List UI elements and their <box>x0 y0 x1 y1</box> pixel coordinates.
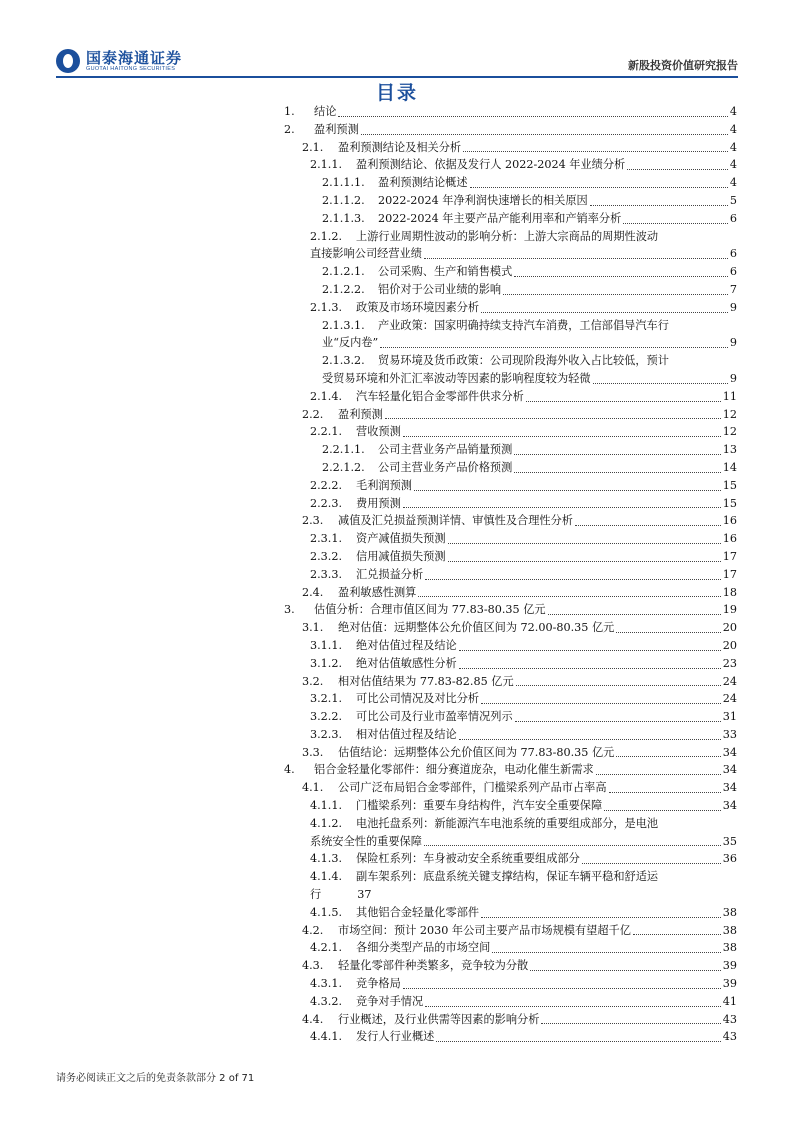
toc-leader-dots <box>514 472 720 473</box>
toc-entry-number: 3.2.2. <box>310 710 343 724</box>
toc-leader-dots <box>385 418 721 419</box>
toc-entry-text: 估值结论：远期整体公允价值区间为 77.83-80.35 亿元 <box>338 745 615 759</box>
toc-entry-number: 2.1.2.1. <box>322 265 365 279</box>
toc-entry[interactable] <box>284 797 737 815</box>
toc-entry-text: 绝对估值：远期整体公允价值区间为 72.00-80.35 亿元 <box>338 621 615 635</box>
toc-entry-number: 2.1.3.1. <box>322 318 365 332</box>
toc-entry-page: 20 <box>722 621 737 635</box>
toc-entry[interactable] <box>284 779 737 797</box>
toc-entry[interactable] <box>284 192 737 210</box>
toc-entry-text: 产业政策：国家明确持续支持汽车消费，工信部倡导汽车行 <box>378 318 669 332</box>
toc-leader-dots <box>459 668 721 669</box>
toc-entry-page: 41 <box>722 994 737 1008</box>
toc-entry-text: 盈利预测结论、依据及发行人 2022-2024 年业绩分析 <box>356 158 626 172</box>
toc-entry-text: 其他铝合金轻量化零部件 <box>356 905 480 919</box>
footer-disclaimer: 请务必阅读正文之后的免责条款部分 2 of 71 <box>56 1073 255 1084</box>
toc-entry-number: 2.2.3. <box>310 496 343 510</box>
toc-entry-page: 11 <box>722 389 737 403</box>
toc-entry[interactable] <box>284 993 737 1011</box>
toc-leader-dots <box>514 454 720 455</box>
toc-entry-number: 2.1.2. <box>310 229 343 243</box>
toc-entry-page: 6 <box>729 247 737 261</box>
toc-entry-number: 2.1.3.2. <box>322 354 365 368</box>
toc-leader-dots <box>481 917 721 918</box>
toc-entry-text: 竞争格局 <box>356 977 401 991</box>
toc-entry-page: 24 <box>722 692 737 706</box>
toc-entry[interactable] <box>284 228 737 264</box>
toc-leader-dots <box>403 507 721 508</box>
toc-entry-number: 4.1.4. <box>310 870 343 884</box>
toc-leader-dots <box>604 810 721 811</box>
toc-entry-number: 4.3.1. <box>310 977 343 991</box>
toc-leader-dots <box>596 774 721 775</box>
toc-leader-dots <box>616 632 720 633</box>
toc-entry-text: 资产减值损失预测 <box>356 532 446 546</box>
toc-entry-page: 23 <box>722 656 737 670</box>
toc-entry[interactable] <box>284 299 737 317</box>
toc-entry-page: 34 <box>722 781 737 795</box>
toc-entry-text: 盈利敏感性测算 <box>338 585 417 599</box>
toc-entry[interactable] <box>284 530 737 548</box>
toc-entry-text: 盈利预测结论及相关分析 <box>338 140 462 154</box>
toc-entry-page: 37 <box>357 888 372 902</box>
toc-leader-dots <box>590 205 728 206</box>
toc-entry-text-continued: 业“反内卷” <box>322 336 379 350</box>
toc-entry[interactable] <box>284 495 737 513</box>
toc-leader-dots <box>515 721 721 722</box>
toc-entry[interactable] <box>284 423 737 441</box>
toc-entry[interactable] <box>284 815 737 851</box>
toc-leader-dots <box>361 134 728 135</box>
toc-entry[interactable] <box>284 459 737 477</box>
toc-entry-text: 保险杠系列：车身被动安全系统重要组成部分 <box>356 852 580 866</box>
toc-entry-page: 38 <box>722 941 737 955</box>
toc-entry-number: 3.2.1. <box>310 692 343 706</box>
toc-title: 目录 <box>375 82 418 104</box>
toc-entry-text: 铝价对于公司业绩的影响 <box>378 282 502 296</box>
toc-entry[interactable] <box>284 904 737 922</box>
toc-entry-page: 24 <box>722 674 737 688</box>
toc-entry-number: 4.1.2. <box>310 816 343 830</box>
toc-entry[interactable] <box>284 548 737 566</box>
toc-leader-dots <box>514 276 728 277</box>
toc-entry[interactable] <box>284 655 737 673</box>
toc-entry-number: 2.2.1.1. <box>322 443 365 457</box>
toc-entry-text-continued: 系统安全性的重要保障 <box>310 834 422 848</box>
toc-entry-text: 轻量化零部件种类繁多，竞争较为分散 <box>338 959 529 973</box>
toc-leader-dots <box>492 952 720 953</box>
toc-leader-dots <box>338 116 727 117</box>
toc-entry[interactable] <box>284 512 737 530</box>
toc-entry-page: 9 <box>729 371 737 385</box>
toc-leader-dots <box>380 347 728 348</box>
logo-mark-icon <box>56 49 80 73</box>
toc-entry[interactable] <box>284 761 737 779</box>
toc-entry-text: 毛利润预测 <box>356 478 412 492</box>
toc-leader-dots <box>403 988 721 989</box>
toc-entry-number: 2.1.2.2. <box>322 282 365 296</box>
toc-entry[interactable] <box>284 708 737 726</box>
toc-leader-dots <box>459 739 721 740</box>
toc-entry-number: 4.4. <box>302 1012 324 1026</box>
toc-entry-text: 可比公司及行业市盈率情况列示 <box>356 710 513 724</box>
toc-leader-dots <box>530 970 721 971</box>
toc-entry[interactable] <box>284 174 737 192</box>
toc-entry-text-continued: 受贸易环境和外汇汇率波动等因素的影响程度较为轻微 <box>322 371 591 385</box>
toc-entry[interactable] <box>284 726 737 744</box>
logo-chinese-name: 国泰海通证券 <box>86 48 183 67</box>
toc-entry-number: 2.2.2. <box>310 478 343 492</box>
toc-entry-number: 4.1.1. <box>310 799 343 813</box>
toc-entry-page: 12 <box>722 425 737 439</box>
toc-entry[interactable] <box>284 637 737 655</box>
toc-leader-dots <box>481 312 728 313</box>
toc-entry-number: 2.1.3. <box>310 300 343 314</box>
toc-leader-dots <box>403 436 721 437</box>
toc-entry[interactable] <box>284 673 737 691</box>
toc-entry-text: 竞争对手情况 <box>356 994 424 1008</box>
toc-leader-dots <box>541 1023 720 1024</box>
toc-entry[interactable] <box>284 690 737 708</box>
toc-entry-text: 可比公司情况及对比分析 <box>356 692 480 706</box>
toc-entry-text-continued: 行 <box>310 888 322 902</box>
toc-entry[interactable] <box>284 103 737 121</box>
toc-entry-text: 盈利预测 <box>314 122 359 136</box>
toc-entry-text: 市场空间：预计 2030 年公司主要产品市场规模有望超千亿 <box>338 923 631 937</box>
toc-entry-number: 2.2.1. <box>310 425 343 439</box>
toc-entry-page: 20 <box>722 638 737 652</box>
toc-entry-number: 4.3.2. <box>310 994 343 1008</box>
toc-entry-text: 公司广泛布局铝合金零部件，门槛梁系列产品市占率高 <box>338 781 607 795</box>
toc-entry-number: 2.3.3. <box>310 567 343 581</box>
toc-entry-number: 3. <box>284 603 295 617</box>
toc-entry-page: 43 <box>722 1030 737 1044</box>
toc-entry-number: 2.3. <box>302 514 324 528</box>
toc-entry-number: 3.1.2. <box>310 656 343 670</box>
toc-entry-number: 4.1.5. <box>310 905 343 919</box>
toc-entry-page: 43 <box>722 1012 737 1026</box>
toc-entry[interactable] <box>284 1011 737 1029</box>
toc-entry-text: 营收预测 <box>356 425 401 439</box>
toc-entry[interactable] <box>284 922 737 940</box>
toc-entry-page: 6 <box>729 265 737 279</box>
toc-entry-text: 门槛梁系列：重要车身结构件，汽车安全重要保障 <box>356 799 603 813</box>
toc-entry-text: 政策及市场环境因素分析 <box>356 300 480 314</box>
toc-entry-number: 2.2. <box>302 407 324 421</box>
toc-leader-dots <box>526 401 721 402</box>
toc-leader-dots <box>593 383 728 384</box>
toc-entry-text: 副车架系列：底盘系统关键支撑结构，保证车辆平稳和舒适运 <box>356 870 659 884</box>
toc-entry-text: 铝合金轻量化零部件：细分赛道庞杂，电动化催生新需求 <box>314 763 594 777</box>
toc-leader-dots <box>459 650 721 651</box>
toc-entry-number: 4.2.1. <box>310 941 343 955</box>
toc-entry-text: 减值及汇兑损益预测详情、审慎性及合理性分析 <box>338 514 573 528</box>
toc-entry-number: 3.1. <box>302 621 324 635</box>
toc-leader-dots <box>436 1041 720 1042</box>
toc-entry[interactable] <box>284 210 737 228</box>
toc-entry-page: 13 <box>722 443 737 457</box>
report-type: 新股投资价值研究报告 <box>628 59 738 72</box>
toc-entry-number: 3.3. <box>302 745 324 759</box>
company-logo <box>56 49 182 73</box>
toc-entry-page: 4 <box>729 105 737 118</box>
toc-entry-text: 绝对估值过程及结论 <box>356 638 457 652</box>
toc-entry-page: 35 <box>722 834 737 848</box>
toc-entry-page: 12 <box>722 407 737 421</box>
toc-entry-page: 7 <box>729 282 737 296</box>
toc-entry-text: 盈利预测 <box>338 407 383 421</box>
toc-entry-page: 6 <box>729 211 737 225</box>
toc-entry-page: 9 <box>729 300 737 314</box>
toc-entry-text: 绝对估值敏感性分析 <box>356 656 457 670</box>
toc-leader-dots <box>616 756 720 757</box>
toc-entry-page: 5 <box>729 193 737 207</box>
toc-entry-number: 4.4.1. <box>310 1030 343 1044</box>
toc-entry-number: 2.1.1.3. <box>322 211 365 225</box>
toc-leader-dots <box>463 151 728 152</box>
toc-leader-dots <box>470 187 728 188</box>
toc-entry-page: 38 <box>722 905 737 919</box>
toc-entry-number: 1. <box>284 105 295 118</box>
toc-leader-dots <box>633 934 721 935</box>
toc-entry-number: 2.2.1.2. <box>322 460 365 474</box>
toc-entry-text: 相对估值过程及结论 <box>356 727 457 741</box>
toc-entry[interactable] <box>284 957 737 975</box>
toc-entry-number: 3.2. <box>302 674 324 688</box>
toc-entry[interactable] <box>284 352 737 388</box>
toc-leader-dots <box>418 596 720 597</box>
toc-entry-page: 17 <box>722 549 737 563</box>
toc-entry-page: 34 <box>722 745 737 759</box>
toc-entry[interactable] <box>284 156 737 174</box>
toc-entry-number: 2.4. <box>302 585 324 599</box>
toc-entry-page: 9 <box>729 336 737 350</box>
toc-entry-number: 2.1.1.2. <box>322 193 365 207</box>
toc-entry-page: 4 <box>729 158 737 172</box>
toc-entry-page: 31 <box>722 710 737 724</box>
toc-entry-text: 2022-2024 年主要产品产能利用率和产销率分析 <box>378 211 622 225</box>
toc-entry-number: 2.1.1. <box>310 158 343 172</box>
toc-entry-page: 15 <box>722 496 737 510</box>
toc-leader-dots <box>481 703 721 704</box>
toc-entry-page: 34 <box>722 763 737 777</box>
toc-entry-text: 公司主营业务产品价格预测 <box>378 460 513 474</box>
toc-entry-page: 4 <box>729 176 737 190</box>
toc-entry[interactable] <box>284 601 737 619</box>
toc-leader-dots <box>424 258 728 259</box>
toc-entry-number: 4.2. <box>302 923 324 937</box>
toc-entry-page: 4 <box>729 122 737 136</box>
toc-entry-number: 3.2.3. <box>310 727 343 741</box>
toc-entry-text: 各细分类型产品的市场空间 <box>356 941 491 955</box>
toc-entry[interactable] <box>284 406 737 424</box>
toc-entry-text: 结论 <box>314 105 337 118</box>
toc-entry[interactable] <box>284 1028 737 1046</box>
toc-entry-page: 15 <box>722 478 737 492</box>
toc-leader-dots <box>609 792 721 793</box>
toc-entry-text: 电池托盘系列：新能源汽车电池系统的重要组成部分，是电池 <box>356 816 659 830</box>
toc-entry-page: 36 <box>722 852 737 866</box>
toc-entry[interactable] <box>284 388 737 406</box>
toc-leader-dots <box>503 294 728 295</box>
toc-entry-page: 34 <box>722 799 737 813</box>
toc-entry[interactable] <box>284 850 737 868</box>
toc-entry-text: 费用预测 <box>356 496 401 510</box>
toc-entry-number: 3.1.1. <box>310 638 343 652</box>
toc-leader-dots <box>424 845 721 846</box>
toc-entry-number: 2.1. <box>302 140 324 154</box>
logo-english-name: GUOTAI HAITONG SECURITIES <box>86 65 176 72</box>
toc-entry-page: 14 <box>722 460 737 474</box>
toc-entry-text: 发行人行业概述 <box>356 1030 435 1044</box>
table-of-contents <box>284 103 737 1046</box>
toc-leader-dots <box>448 543 721 544</box>
toc-entry[interactable] <box>284 281 737 299</box>
toc-entry-text: 汇兑损益分析 <box>356 567 424 581</box>
toc-leader-dots <box>414 490 721 491</box>
toc-entry[interactable] <box>284 121 737 139</box>
toc-entry-text: 上游行业周期性波动的影响分析：上游大宗商品的周期性波动 <box>356 229 659 243</box>
toc-entry-text: 公司采购、生产和销售模式 <box>378 265 513 279</box>
toc-entry[interactable] <box>284 477 737 495</box>
toc-leader-dots <box>548 614 721 615</box>
toc-entry-number: 4.1. <box>302 781 324 795</box>
toc-entry-text: 相对估值结果为 77.83-82.85 亿元 <box>338 674 514 688</box>
toc-entry[interactable] <box>284 939 737 957</box>
toc-entry-text: 2022-2024 年净利润快速增长的相关原因 <box>378 193 588 207</box>
toc-entry[interactable] <box>284 584 737 602</box>
toc-entry-number: 2.1.4. <box>310 389 343 403</box>
toc-entry-page: 16 <box>722 514 737 528</box>
toc-entry-number: 2.1.1.1. <box>322 176 365 190</box>
toc-entry[interactable] <box>284 139 737 157</box>
toc-leader-dots <box>582 863 721 864</box>
toc-leader-dots <box>623 223 728 224</box>
toc-entry-text-continued: 直接影响公司经营业绩 <box>310 247 422 261</box>
toc-entry-page: 19 <box>722 603 737 617</box>
toc-entry[interactable] <box>284 566 737 584</box>
toc-entry-number: 4. <box>284 763 295 777</box>
toc-entry-page: 17 <box>722 567 737 581</box>
toc-entry-number: 4.3. <box>302 959 324 973</box>
toc-leader-dots <box>425 579 721 580</box>
toc-entry-page: 4 <box>729 140 737 154</box>
toc-leader-dots <box>425 1006 721 1007</box>
toc-entry-number: 4.1.3. <box>310 852 343 866</box>
toc-entry-number: 2. <box>284 122 295 136</box>
toc-entry-page: 39 <box>722 959 737 973</box>
toc-entry-page: 33 <box>722 727 737 741</box>
toc-entry-page: 39 <box>722 977 737 991</box>
toc-entry-text: 行业概述，及行业供需等因素的影响分析 <box>338 1012 540 1026</box>
toc-entry[interactable] <box>284 619 737 637</box>
toc-entry-text: 公司主营业务产品销量预测 <box>378 443 513 457</box>
toc-entry-text: 估值分析：合理市值区间为 77.83-80.35 亿元 <box>314 603 546 617</box>
toc-entry-number: 2.3.1. <box>310 532 343 546</box>
toc-entry[interactable] <box>284 441 737 459</box>
page-header <box>0 0 794 80</box>
toc-entry-number: 2.3.2. <box>310 549 343 563</box>
toc-entry[interactable] <box>284 263 737 281</box>
toc-entry-text: 盈利预测结论概述 <box>378 176 468 190</box>
toc-entry[interactable] <box>284 317 737 353</box>
toc-leader-dots <box>516 685 721 686</box>
toc-entry-page: 18 <box>722 585 737 599</box>
toc-entry-page: 16 <box>722 532 737 546</box>
toc-entry-text: 信用减值损失预测 <box>356 549 446 563</box>
toc-entry-text: 汽车轻量化铝合金零部件供求分析 <box>356 389 524 403</box>
toc-leader-dots <box>627 169 728 170</box>
toc-leader-dots <box>448 561 721 562</box>
toc-entry-text: 贸易环境及货币政策：公司现阶段海外收入占比较低，预计 <box>378 354 669 368</box>
toc-entry[interactable] <box>284 744 737 762</box>
toc-leader-dots <box>575 525 721 526</box>
toc-entry[interactable] <box>284 975 737 993</box>
toc-entry-page: 38 <box>722 923 737 937</box>
toc-entry[interactable] <box>284 868 737 904</box>
